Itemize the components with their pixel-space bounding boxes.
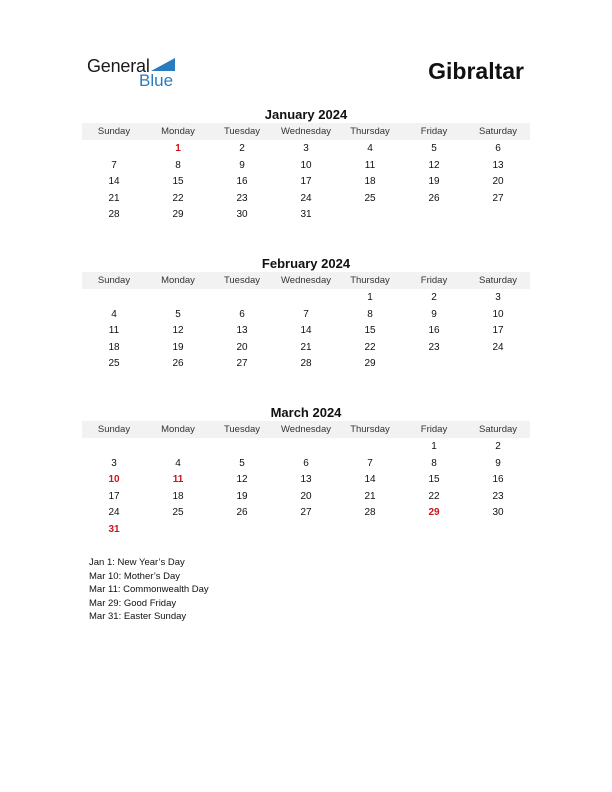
weekday-header-row bbox=[82, 421, 530, 438]
empty-day-cell bbox=[402, 207, 466, 224]
day-cell: 28 bbox=[108, 209, 120, 220]
week-row bbox=[82, 207, 530, 224]
empty-day-cell bbox=[274, 522, 338, 539]
day-cell: 19 bbox=[172, 341, 184, 353]
month-title: February 2024 bbox=[261, 256, 351, 271]
day-cell: 10 bbox=[492, 308, 504, 320]
day-cell: 17 bbox=[492, 325, 504, 336]
generalblue-logo bbox=[87, 56, 197, 92]
day-cell: 2 bbox=[239, 143, 245, 154]
empty-day-cell bbox=[274, 439, 338, 456]
day-cell: 16 bbox=[236, 176, 248, 187]
logo-text-blue: Blue bbox=[139, 71, 174, 90]
day-cell: 24 bbox=[108, 507, 120, 518]
holiday-item: Mar 11: Commonwealth Day bbox=[89, 584, 209, 595]
day-cell: 13 bbox=[236, 325, 248, 336]
empty-day-cell bbox=[466, 522, 530, 539]
weekday-label: Tuesday bbox=[223, 126, 261, 137]
day-cell: 18 bbox=[172, 490, 184, 502]
day-cell: 2 bbox=[495, 441, 501, 452]
day-cell: 8 bbox=[367, 308, 373, 320]
day-cell: 24 bbox=[492, 341, 504, 353]
week-row bbox=[82, 356, 530, 373]
weekday-label: Wednesday bbox=[281, 126, 331, 137]
day-cell: 22 bbox=[172, 192, 184, 204]
day-cell: 7 bbox=[111, 159, 117, 171]
weekday-header-row bbox=[82, 272, 530, 289]
day-cell: 3 bbox=[495, 292, 501, 303]
empty-day-cell bbox=[466, 207, 530, 224]
empty-day-cell bbox=[82, 439, 146, 456]
day-cell: 9 bbox=[431, 308, 437, 320]
day-cell: 7 bbox=[367, 457, 373, 469]
weekday-label: Thursday bbox=[350, 424, 390, 435]
week-row bbox=[82, 522, 530, 539]
weekday-label: Sunday bbox=[97, 126, 131, 137]
day-cell: 1 bbox=[175, 143, 181, 154]
day-cell: 8 bbox=[175, 159, 181, 171]
day-cell: 3 bbox=[303, 143, 309, 154]
logo-triangle-icon bbox=[151, 58, 175, 71]
week-row bbox=[82, 505, 530, 522]
weekday-label: Thursday bbox=[350, 126, 390, 137]
day-cell: 22 bbox=[364, 341, 376, 353]
weekday-label: Saturday bbox=[478, 275, 518, 286]
day-cell: 27 bbox=[236, 358, 248, 369]
day-cell: 26 bbox=[172, 358, 184, 369]
logo-text-general: General bbox=[87, 56, 150, 76]
day-cell: 25 bbox=[108, 358, 120, 369]
day-cell: 4 bbox=[367, 143, 373, 154]
day-cell: 20 bbox=[300, 490, 312, 502]
day-cell: 11 bbox=[108, 325, 120, 336]
weekday-label: Wednesday bbox=[281, 275, 331, 286]
day-cell: 23 bbox=[236, 192, 248, 204]
weekday-label: Monday bbox=[161, 126, 195, 137]
day-cell: 7 bbox=[303, 308, 309, 320]
day-cell: 5 bbox=[431, 143, 437, 154]
day-cell: 27 bbox=[300, 507, 312, 518]
empty-day-cell bbox=[146, 290, 210, 307]
empty-day-cell bbox=[338, 522, 402, 539]
day-cell: 18 bbox=[108, 341, 120, 353]
month-title: January 2024 bbox=[264, 107, 348, 122]
week-row bbox=[82, 191, 530, 208]
weekday-label: Tuesday bbox=[223, 275, 261, 286]
day-cell: 12 bbox=[236, 474, 248, 485]
day-cell: 29 bbox=[172, 209, 184, 220]
country-title: Gibraltar bbox=[428, 58, 524, 84]
week-row bbox=[82, 456, 530, 473]
day-cell: 12 bbox=[428, 159, 440, 171]
holiday-item: Jan 1: New Year’s Day bbox=[89, 557, 185, 568]
day-cell: 31 bbox=[300, 209, 312, 220]
week-row bbox=[82, 158, 530, 175]
day-cell: 5 bbox=[239, 457, 245, 469]
day-cell: 8 bbox=[431, 457, 437, 469]
day-cell: 30 bbox=[236, 209, 248, 220]
day-cell: 2 bbox=[431, 292, 437, 303]
day-cell: 4 bbox=[111, 308, 117, 320]
day-cell: 25 bbox=[172, 507, 184, 518]
week-row bbox=[82, 489, 530, 506]
day-cell: 11 bbox=[172, 474, 184, 485]
holiday-item: Mar 29: Good Friday bbox=[89, 597, 177, 609]
day-cell: 10 bbox=[300, 159, 312, 171]
day-cell: 17 bbox=[108, 490, 120, 502]
day-cell: 16 bbox=[428, 325, 440, 336]
day-cell: 6 bbox=[239, 308, 245, 320]
day-cell: 12 bbox=[172, 325, 184, 336]
weekday-label: Friday bbox=[420, 126, 448, 137]
day-cell: 11 bbox=[364, 159, 376, 171]
weekday-label: Friday bbox=[420, 275, 448, 286]
weekday-header-row bbox=[82, 123, 530, 140]
day-cell: 9 bbox=[239, 159, 245, 171]
day-cell: 13 bbox=[300, 474, 312, 485]
week-row bbox=[82, 307, 530, 324]
empty-day-cell bbox=[82, 290, 146, 307]
day-cell: 14 bbox=[108, 176, 120, 187]
day-cell: 14 bbox=[364, 474, 376, 485]
day-cell: 29 bbox=[364, 358, 376, 369]
empty-day-cell bbox=[338, 207, 402, 224]
day-cell: 20 bbox=[236, 341, 248, 353]
day-cell: 23 bbox=[428, 341, 440, 353]
week-row bbox=[82, 290, 530, 307]
day-cell: 21 bbox=[364, 490, 376, 502]
weekday-label: Wednesday bbox=[281, 424, 331, 435]
empty-day-cell bbox=[210, 522, 274, 539]
day-cell: 28 bbox=[300, 358, 312, 369]
week-row bbox=[82, 141, 530, 158]
day-cell: 15 bbox=[364, 325, 376, 336]
day-cell: 6 bbox=[303, 457, 309, 469]
day-cell: 21 bbox=[108, 192, 120, 204]
day-cell: 18 bbox=[364, 176, 376, 187]
day-cell: 3 bbox=[111, 457, 117, 469]
empty-day-cell bbox=[274, 290, 338, 307]
empty-day-cell bbox=[402, 522, 466, 539]
week-row bbox=[82, 472, 530, 489]
day-cell: 15 bbox=[428, 474, 440, 485]
day-cell: 19 bbox=[236, 490, 248, 502]
day-cell: 14 bbox=[300, 325, 312, 336]
day-cell: 10 bbox=[108, 474, 120, 485]
day-cell: 26 bbox=[236, 507, 248, 518]
day-cell: 9 bbox=[495, 457, 501, 469]
day-cell: 5 bbox=[175, 308, 181, 320]
day-cell: 24 bbox=[300, 192, 312, 204]
day-cell: 6 bbox=[495, 143, 501, 154]
empty-day-cell bbox=[210, 290, 274, 307]
week-row bbox=[82, 323, 530, 340]
day-cell: 17 bbox=[300, 176, 312, 187]
empty-day-cell bbox=[402, 356, 466, 373]
day-cell: 1 bbox=[431, 441, 437, 452]
holiday-list bbox=[89, 556, 209, 624]
weekday-label: Monday bbox=[161, 424, 195, 435]
day-cell: 13 bbox=[492, 159, 504, 171]
day-cell: 19 bbox=[428, 176, 440, 187]
weekday-label: Friday bbox=[420, 424, 448, 435]
empty-day-cell bbox=[82, 141, 146, 158]
week-row bbox=[82, 340, 530, 357]
weekday-label: Saturday bbox=[478, 126, 518, 137]
day-cell: 16 bbox=[492, 474, 504, 485]
weekday-label: Saturday bbox=[478, 424, 518, 435]
day-cell: 21 bbox=[300, 341, 312, 353]
weekday-label: Monday bbox=[161, 275, 195, 286]
day-cell: 30 bbox=[492, 507, 504, 518]
day-cell: 25 bbox=[364, 192, 376, 204]
holiday-item: Mar 10: Mother’s Day bbox=[89, 570, 180, 582]
empty-day-cell bbox=[466, 356, 530, 373]
day-cell: 1 bbox=[367, 292, 373, 303]
week-row bbox=[82, 439, 530, 456]
day-cell: 4 bbox=[175, 457, 181, 469]
day-cell: 23 bbox=[492, 490, 504, 502]
weekday-label: Tuesday bbox=[223, 424, 261, 435]
day-cell: 27 bbox=[492, 192, 504, 204]
month-block bbox=[82, 107, 530, 224]
weekday-label: Sunday bbox=[97, 275, 131, 286]
day-cell: 15 bbox=[172, 176, 184, 187]
empty-day-cell bbox=[146, 439, 210, 456]
day-cell: 28 bbox=[364, 507, 376, 518]
holiday-item: Mar 31: Easter Sunday bbox=[89, 611, 187, 622]
month-block bbox=[82, 405, 530, 538]
month-title: March 2024 bbox=[270, 405, 342, 420]
empty-day-cell bbox=[210, 439, 274, 456]
day-cell: 31 bbox=[108, 523, 120, 535]
day-cell: 22 bbox=[428, 490, 440, 502]
empty-day-cell bbox=[146, 522, 210, 539]
month-block bbox=[82, 256, 530, 373]
week-row bbox=[82, 174, 530, 191]
day-cell: 29 bbox=[428, 507, 440, 518]
weekday-label: Sunday bbox=[97, 424, 131, 435]
weekday-label: Thursday bbox=[350, 275, 390, 286]
empty-day-cell bbox=[338, 439, 402, 456]
day-cell: 20 bbox=[492, 176, 504, 187]
day-cell: 26 bbox=[428, 192, 440, 204]
